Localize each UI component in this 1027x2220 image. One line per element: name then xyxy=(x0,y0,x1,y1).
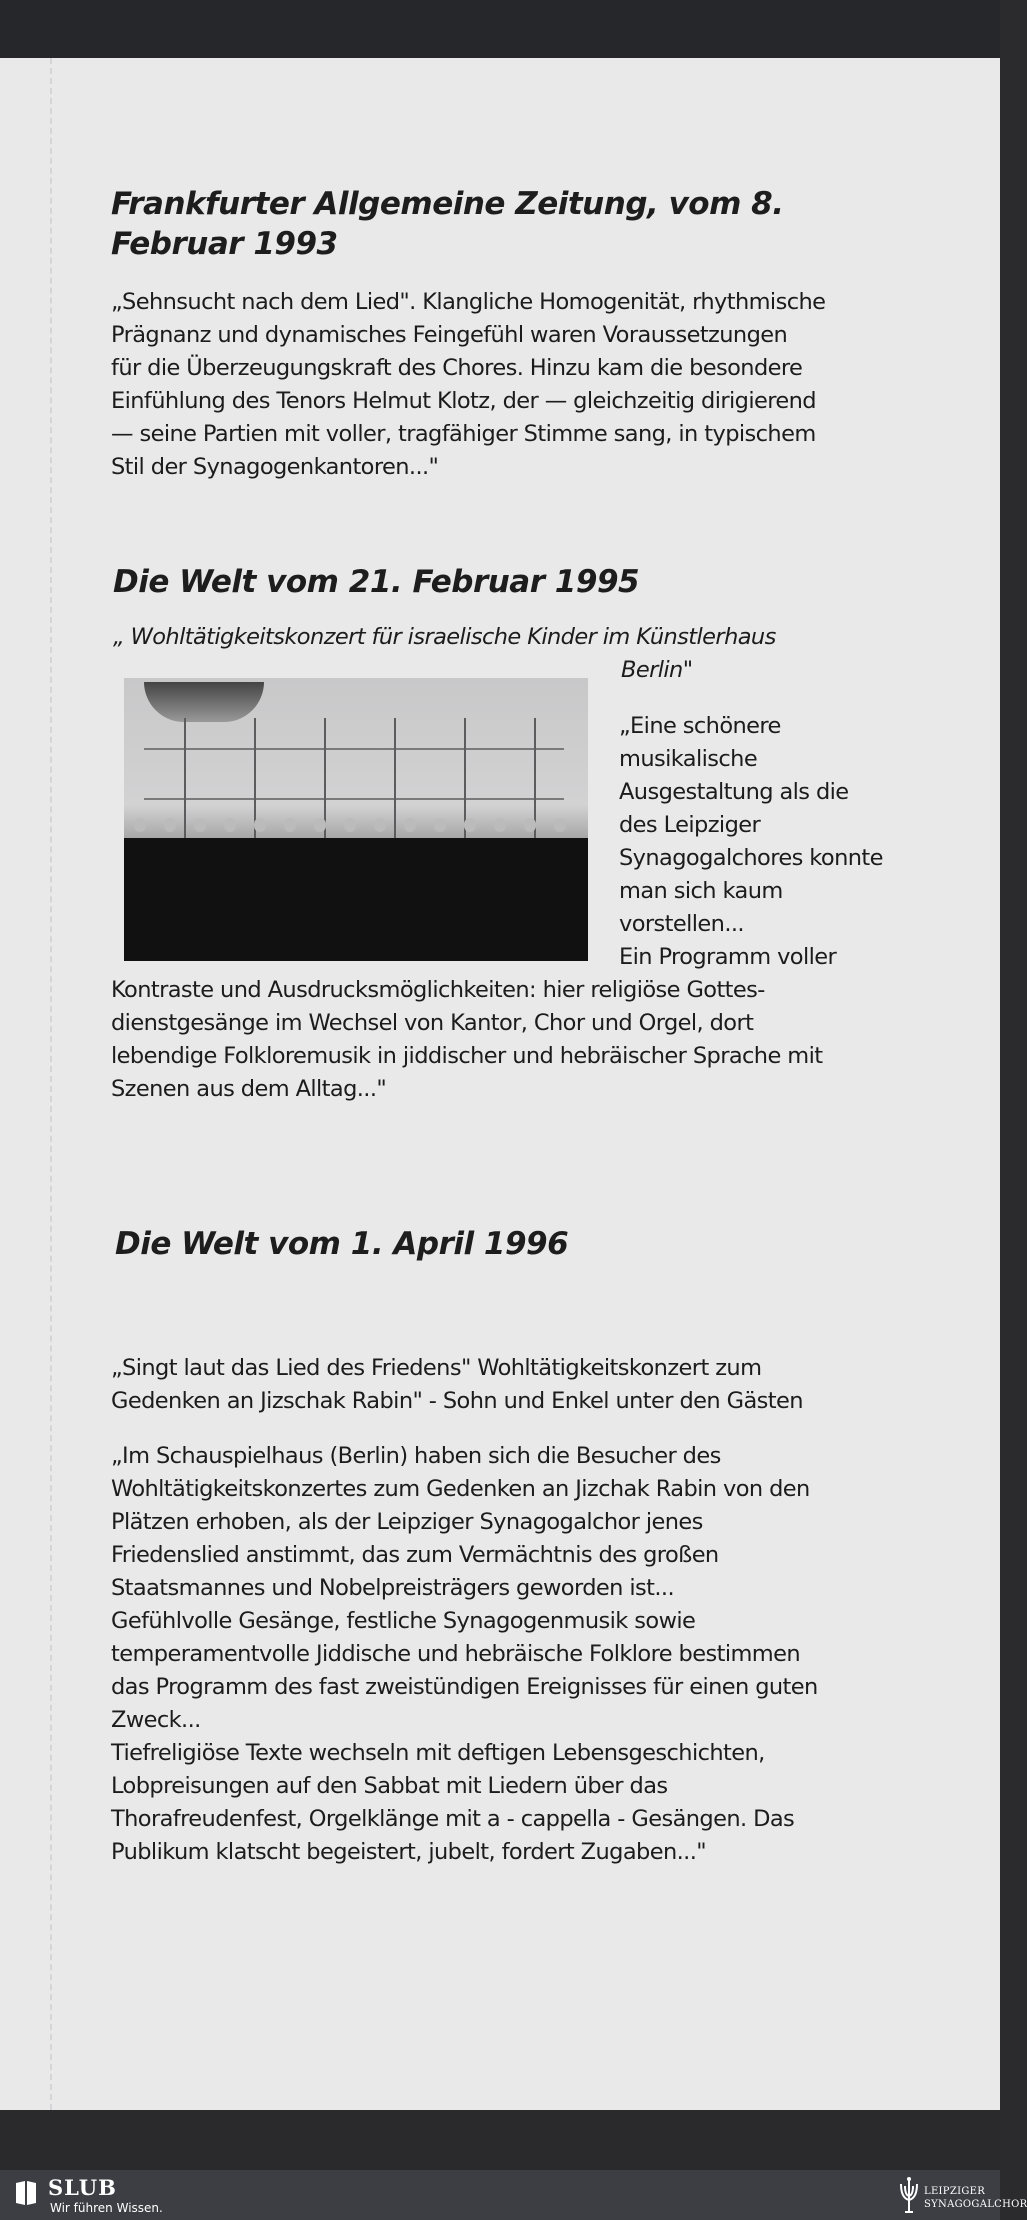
heading-welt-1995: Die Welt vom 21. Februar 1995 xyxy=(113,564,640,600)
menorah-logo-icon xyxy=(896,2176,922,2216)
heading-faz-1993: Frankfurter Allgemeine Zeitung, vom 8. Februar 1993 xyxy=(111,186,784,262)
choir-logo-text xyxy=(924,2185,1027,2211)
library-tagline: Wir führen Wissen. xyxy=(50,2201,163,2215)
viewer-footer xyxy=(0,2170,1027,2220)
heading-welt-1996: Die Welt vom 1. April 1996 xyxy=(115,1226,569,1262)
subtitle-welt-1995-line2: Berlin" xyxy=(621,657,693,683)
body-welt-1995-side: „Eine schönere musikalische Ausgestaltung als die des Leipziger Synagogalchores konnte man sich kaum vorstellen... Ein Programm voller xyxy=(619,713,883,970)
body-welt-1996: „Im Schauspielhaus (Berlin) haben sich die Besucher des Wohltätigkeitskonzertes zum Gedenken an Jizchak Rabin von den Plätzen erhoben, als der Leipziger Synagogalchor jenes Friedenslied anstimmt, das zum Vermächtnis des großen Staatsmannes und Nobelpreisträgers geworden ist... Gefühlvolle Gesänge, festliche Synagogenmusik sowie temperamentvolle Jiddische und hebräische Folklore bestimmen das Programm des fast zweistündigen Ereignisses für einen guten Zweck... Tiefreligiöse Texte wechseln mit deftigen Lebensgeschichten, Lobpreisungen auf den Sabbat mit Liedern über das Thorafreudenfest, Orgelklänge mit a - cappella - Gesängen. Das Publikum klatscht begeistert, jubelt, fordert Zugaben..." xyxy=(111,1443,818,1865)
scan-top-border xyxy=(0,0,1000,58)
choir-photo xyxy=(124,678,588,961)
library-name: SLUB xyxy=(48,2175,117,2200)
perforation-line xyxy=(50,58,52,2110)
slub-logo-icon xyxy=(14,2179,38,2207)
choir-logo-line-1: LEIPZIGER xyxy=(924,2186,986,2197)
body-welt-1995: Kontraste und Ausdrucksmöglichkeiten: hier religiöse Gottes- dienstgesänge im Wechsel von Kantor, Chor und Orgel, dort lebendige Folkloremusik in jiddischer und hebräischer Sprache mit Szenen aus dem Alltag..." xyxy=(111,977,823,1102)
choir-logo-line-2: SYNAGOGALCHOR xyxy=(924,2199,1027,2210)
subtitle-welt-1995-line1: „ Wohltätigkeitskonzert für israelische Kinder im Künstlerhaus xyxy=(113,624,776,650)
intro-welt-1996: „Singt laut das Lied des Friedens" Wohltätigkeitskonzert zum Gedenken an Jizschak Rabin" - Sohn und Enkel unter den Gästen xyxy=(111,1355,803,1414)
body-faz-1993: „Sehnsucht nach dem Lied". Klangliche Homogenität, rhythmische Prägnanz und dynamisches Feingefühl waren Voraussetzungen für die Überzeugungskraft des Chores. Hinzu kam die besondere Einfühlung des Tenors Helmut Klotz, der — gleichzeitig dirigierend — seine Partien mit voller, tragfähiger Stimme sang, in typischem Stil der Synagogenkantoren..." xyxy=(111,289,826,480)
scan-bottom-border xyxy=(0,2110,1000,2170)
